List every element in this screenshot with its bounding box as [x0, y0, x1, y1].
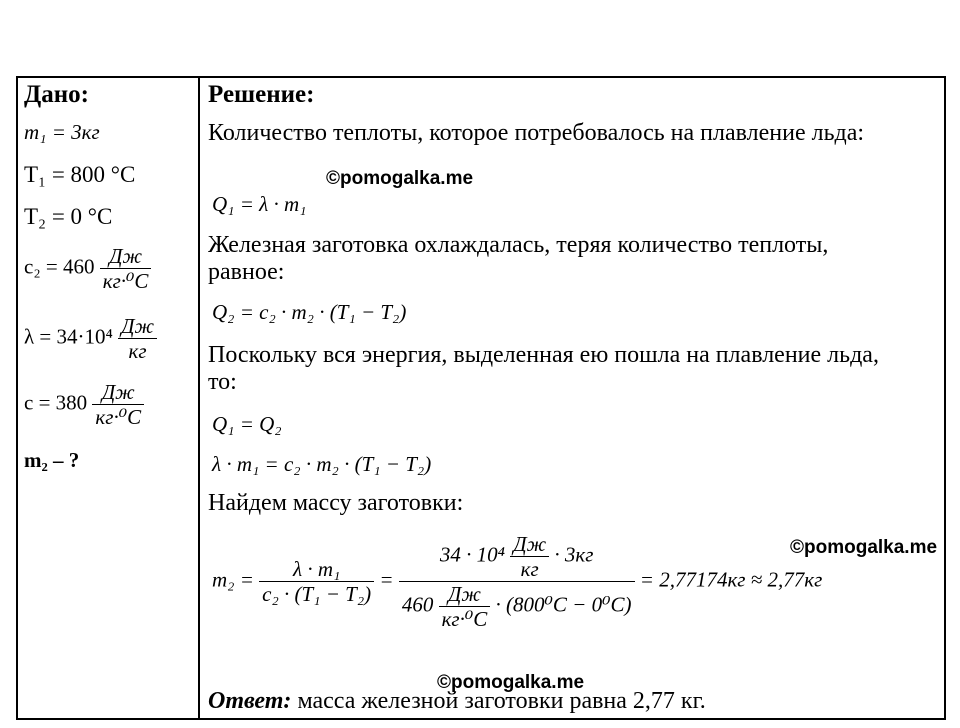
given-c2-left: c₂ = 460 [24, 254, 95, 279]
given-c2-den: кг·⁰C [102, 269, 149, 293]
given-column [24, 80, 194, 472]
f5-eq: = [379, 567, 394, 592]
given-lambda [24, 314, 157, 363]
given-c [24, 380, 144, 429]
f5-den2b: · (800⁰C − 0⁰C) [495, 592, 632, 617]
answer-label: Ответ: [208, 688, 292, 714]
given-unknown: m₂ – ? [24, 448, 80, 472]
f5-den2a: 460 [401, 592, 434, 617]
given-lambda-num: Дж [118, 314, 157, 339]
given-m1: m₁ = 3кг [24, 120, 100, 144]
given-c-den: кг·⁰C [95, 405, 142, 429]
watermark-3: ©pomogalka.me [437, 672, 585, 693]
given-c-left: c = 380 [24, 390, 88, 415]
watermark-2: ©pomogalka.me [790, 537, 938, 558]
watermark-1: ©pomogalka.me [326, 168, 474, 189]
given-c2 [24, 244, 151, 293]
given-t2: T₂ = 0 °C [24, 204, 113, 229]
solution-paragraph-2: Железная заготовка охлаждалась, теряя количество теплоты, равное: [208, 232, 829, 285]
f5-den1: c₂ · (T₁ − T₂) [262, 582, 372, 606]
f5-num2-fd: кг [520, 557, 539, 581]
given-t1: T₁ = 800 °C [24, 162, 136, 187]
formula-q2: Q₂ = c₂ · m₂ · (T₁ − T₂) [212, 300, 407, 324]
f5-result: = 2,77174кг ≈ 2,77кг [639, 567, 823, 592]
f5-num2-fn: Дж [510, 532, 549, 557]
formula-balance: λ · m₁ = c₂ · m₂ · (T₁ − T₂) [212, 452, 432, 476]
formula-q1-eq-q2: Q₁ = Q₂ [212, 412, 282, 436]
formula-q1: Q₁ = λ · m₁ [212, 192, 307, 216]
column-divider [198, 76, 200, 720]
f5-num2a: 34 · 10⁴ [439, 542, 505, 567]
f5-den2-fn: Дж [439, 582, 491, 607]
given-c-num: Дж [92, 380, 144, 405]
given-lambda-den: кг [128, 339, 147, 363]
solution-paragraph-4: Найдем массу заготовки: [208, 490, 464, 516]
given-title: Дано: [24, 81, 89, 108]
f5-left: m₂ = [212, 567, 254, 592]
solution-title: Решение: [208, 81, 315, 108]
answer-text: масса железной заготовки равна 2,77 кг. [297, 688, 706, 714]
f5-den2-fd: кг·⁰C [441, 607, 488, 631]
f5-num1: λ · m₁ [259, 557, 374, 582]
solution-paragraph-3: Поскольку вся энергия, выделенная ею пошла на плавление льда, то: [208, 342, 879, 395]
formula-m2 [212, 532, 822, 631]
given-lambda-left: λ = 34·10⁴ [24, 324, 113, 349]
given-c2-num: Дж [100, 244, 152, 269]
solution-paragraph-1: Количество теплоты, которое потребовалось на плавление льда: [208, 120, 865, 146]
f5-num2b: · 3кг [554, 542, 594, 567]
